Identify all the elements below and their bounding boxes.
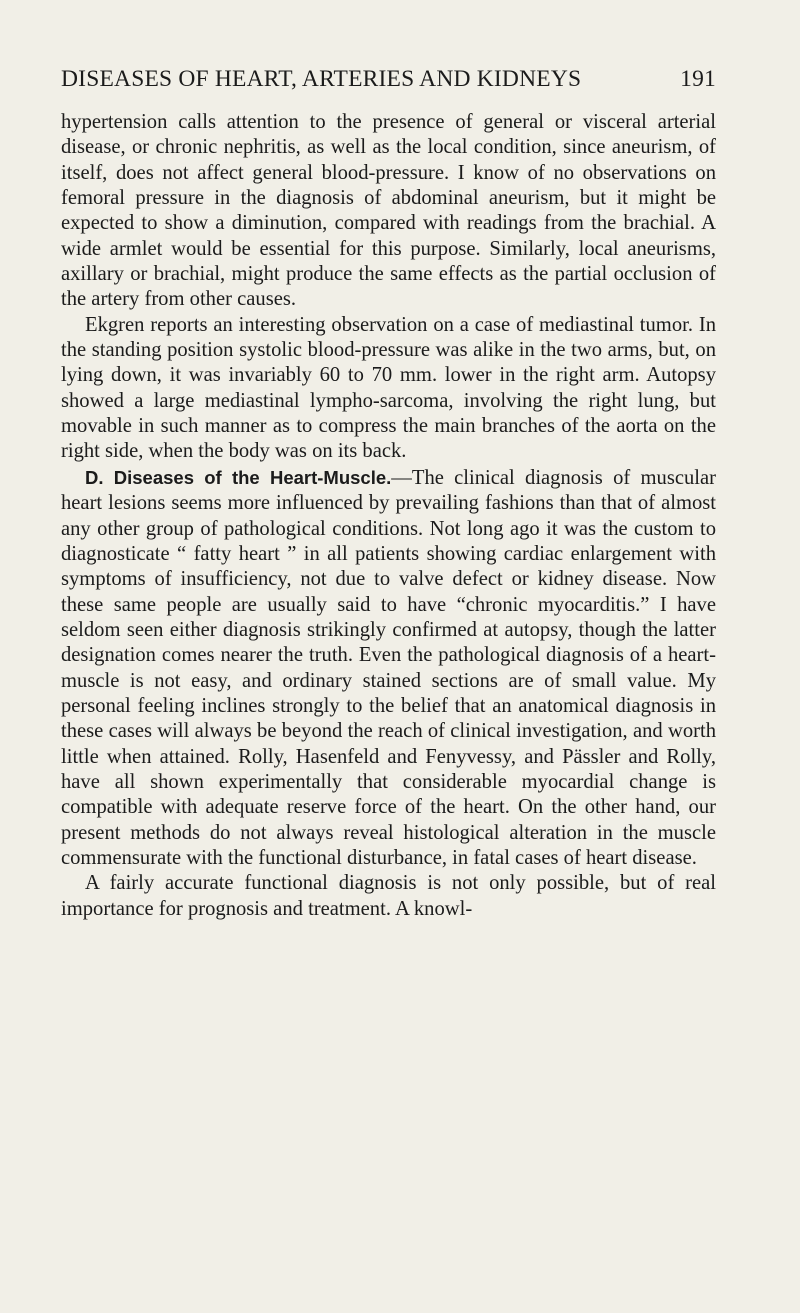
paragraph-text: hypertension calls attention to the presence of general or visceral arterial disease, or chronic nephritis, as well as the local condition, since aneurism, of itself, does not affect general blood-pressure. I know of no observations on femoral pressure in the diagnosis of abdominal aneurism, but it might be expected to show a diminution, compared with readings from the brachial. A wide armlet would be essential for this purpose. Similarly, local aneurisms, axillary or brachial, might produce the same effects as the partial occlusion of the artery from other causes. — [61, 111, 716, 311]
section-heading: D. Diseases of the Heart-Muscle. — [85, 466, 392, 488]
paragraph-heart-muscle — [61, 465, 716, 872]
paragraph-text: —The clinical diagnosis of muscular heart lesions seems more influenced by prevailing fashions than that of almost any other group of pathological conditions. Not long ago it was the custom to diagnosticate “ fatty heart ” in all patients showing cardiac enlargement with symptoms of insufficiency, not due to valve defect or kidney disease. Now these same people are usually said to have “chronic myocarditis.” I have seldom seen either diagnosis strikingly confirmed at autopsy, though the latter designation comes nearer the truth. Even the pathological diagnosis of a heart-muscle is not easy, and ordinary stained sections are of small value. My personal feeling inclines strongly to the belief that an anatomical diagnosis in these cases will always be beyond the reach of clinical investigation, and worth little when attained. Rolly, Hasenfeld and Fenyvessy, and Pässler and Rolly, have all shown experimentally that considerable myocardial change is compatible with adequate reserve force of the heart. On the other hand, our present methods do not always reveal histological alteration in the muscle commensurate with the functional disturbance, in fatal cases of heart disease. — [61, 466, 716, 869]
running-head-title: DISEASES OF HEART, ARTERIES AND KIDNEYS — [61, 66, 582, 92]
running-head — [61, 66, 716, 98]
paragraph-continued — [61, 110, 716, 313]
page-number: 191 — [680, 66, 716, 92]
paragraph-ekgren — [61, 313, 716, 465]
paragraph-text: Ekgren reports an interesting observation on a case of mediastinal tumor. In the standing position systolic blood-pressure was alike in the two arms, but, on lying down, it was invariably 60 to 70 mm. lower in the right arm. Autopsy showed a large mediastinal lympho-sarcoma, involving the right lung, but movable in such manner as to compress the main branches of the aorta on the right side, when the body was on its back. — [61, 313, 716, 463]
paragraph-functional-diagnosis — [61, 871, 716, 922]
body-text — [61, 110, 716, 922]
paragraph-text: A fairly accurate functional diagnosis is not only possible, but of real importance for prognosis and treatment. A knowl- — [61, 872, 716, 920]
